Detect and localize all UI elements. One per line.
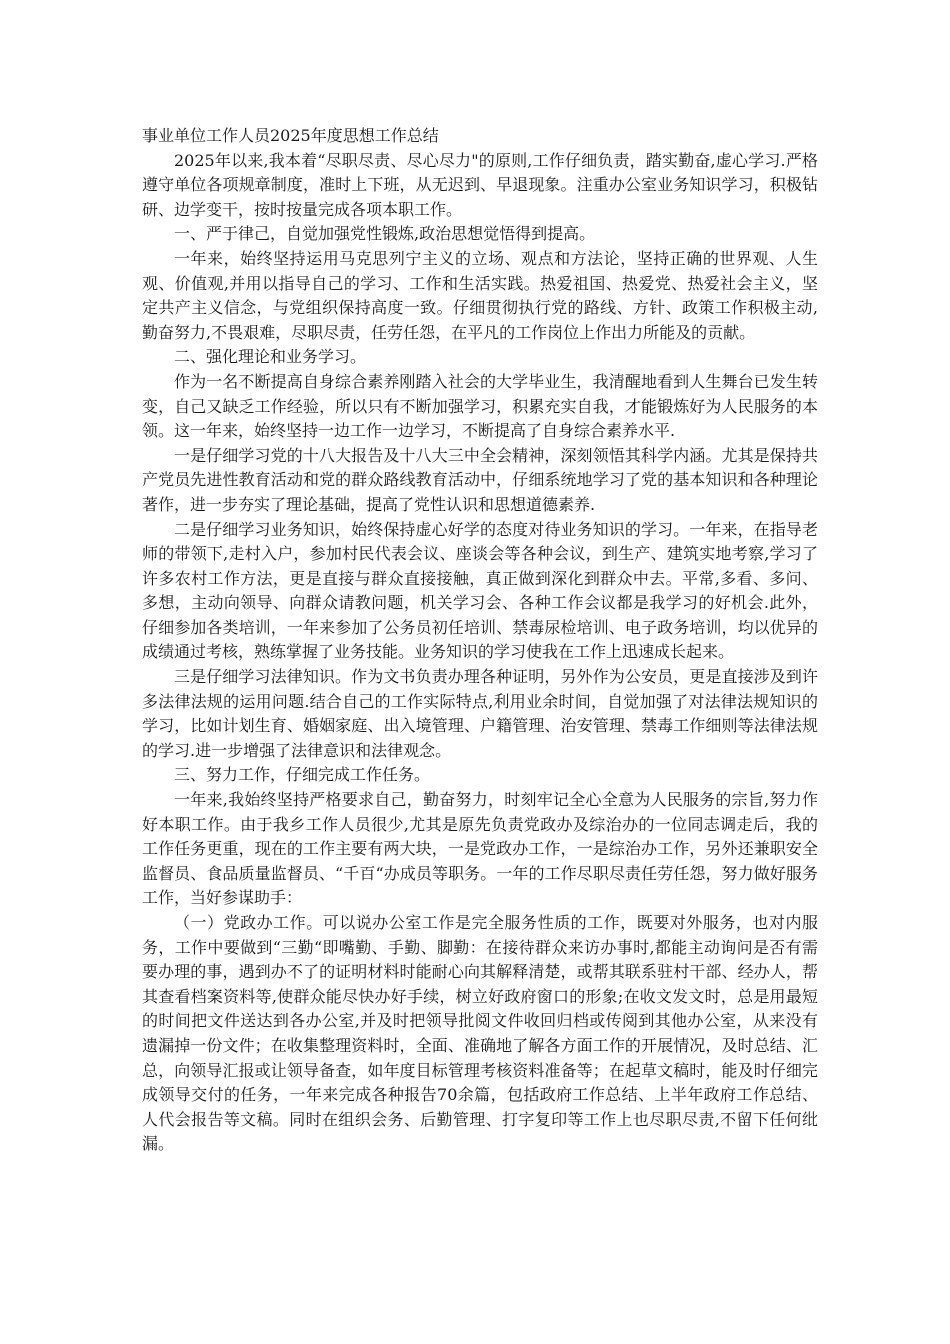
body-paragraph: 二是仔细学习业务知识，始终保持虚心好学的态度对待业务知识的学习。一年来，在指导老师的带领下,走村入户，参加村民代表会议、座谈会等各种会议，到生产、建筑实地考察,学习了许多农村工作方法，更是直接与群众直接接触，真正做到深化到群众中去。平常,多看、多问、多想，主动向领导、向群众请教问题，机关学习会、各种工作会议都是我学习的好机会.此外，仔细参加各类培训，一年来参加了公务员初任培训、禁毒尿检培训、电子政务培训，均以优异的成绩通过考核，熟练掌握了业务技能。业务知识的学习使我在工作上迅速成长起来。 (142, 519, 818, 662)
body-paragraph: （一）党政办工作。可以说办公室工作是完全服务性质的工作，既要对外服务，也对内服务，工作中要做到“三勤“即嘴勤、手勤、脚勤：在接待群众来访办事时,都能主动询问是否有需要办理的事，遇到办不了的证明材料时能耐心向其解释清楚，或帮其联系驻村干部、经办人，帮其查看档案资料等,使群众能尽快办好手续，树立好政府窗口的形象;在收文发文时，总是用最短的时间把文件送达到各办公室,并及时把领导批阅文件收回归档或传阅到其他办公室，从来没有遗漏掉一份文件；在收集整理资料时，全面、准确地了解各方面工作的开展情况，及时总结、汇总，向领导汇报或让领导备查，如年度目标管理考核资料准备等；在起草文稿时，能及时仔细完成领导交付的任务，一年来完成各种报告70余篇，包括政府工作总结、上半年政府工作总结、人代会报告等文稿。同时在组织会务、后勤管理、打字复印等工作上也尽职尽责,不留下任何纰漏。 (142, 913, 818, 1154)
body-paragraph: 一年来，始终坚持运用马克思列宁主义的立场、观点和方法论，坚持正确的世界观、人生观、价值观,并用以指导自己的学习、工作和生活实践。热爱祖国、热爱党、热爱社会主义，坚定共产主义信念，与党组织保持高度一致。仔细贯彻执行党的路线、方针、政策工作积极主动,勤奋努力,不畏艰难，尽职尽责，任劳任怨，在平凡的工作岗位上作出力所能及的贡献。 (142, 248, 818, 342)
intro-paragraph: 2025年以来,我本着“尽职尽责、尽心尽力"的原则,工作仔细负责，踏实勤奋,虚心学习.严格遵守单位各项规章制度，准时上下班，从无迟到、早退现象。注重办公室业务知识学习，积极钻研、边学变干，按时按量完成各项本职工作。 (142, 150, 818, 219)
section-heading-3: 三、努力工作，仔细完成工作任务。 (174, 765, 431, 785)
body-paragraph: 一年来,我始终坚持严格要求自己，勤奋努力，时刻牢记全心全意为人民服务的宗旨,努力作好本职工作。由于我乡工作人员很少,尤其是原先负责党政办及综治办的一位同志调走后，我的工作任务更重，现在的工作主要有两大块，一是党政办工作，一是综治办工作，另外还兼职安全监督员、食品质量监督员、“千百“办成员等职务。一年的工作尽职尽责任劳任怨，努力做好服务工作，当好参谋助手： (142, 790, 818, 908)
body-paragraph: 一是仔细学习党的十八大报告及十八大三中全会精神，深刻领悟其科学内涵。尤其是保持共产党员先进性教育活动和党的群众路线教育活动中，仔细系统地学习了党的基本知识和各种理论著作，进一步夯实了理论基础，提高了党性认识和思想道德素养. (142, 445, 818, 514)
document-body (142, 124, 818, 1157)
section-heading-2: 二、强化理论和业务学习。 (174, 347, 367, 367)
body-paragraph: 作为一名不断提高自身综合素养刚踏入社会的大学毕业生，我清醒地看到人生舞台已发生转变，自己又缺乏工作经验，所以只有不断加强学习，积累充实自我，才能锻炼好为人民服务的本领。这一年来，始终坚持一边工作一边学习，不断提高了自身综合素养水平. (142, 371, 818, 441)
body-paragraph: 三是仔细学习法律知识。作为文书负责办理各种证明，另外作为公安员，更是直接涉及到许多法律法规的运用问题.结合自己的工作实际特点,利用业余时间，自觉加强了对法律法规知识的学习，比如计划生育、婚姻家庭、出入境管理、户籍管理、治安管理、禁毒工作细则等法律法规的学习.进一步增强了法律意识和法律观念。 (142, 667, 818, 760)
document-title: 事业单位工作人员2025年度思想工作总结 (142, 126, 439, 145)
section-heading-1: 一、严于律己，自觉加强党性锻炼,政治思想觉悟得到提高。 (174, 224, 596, 244)
